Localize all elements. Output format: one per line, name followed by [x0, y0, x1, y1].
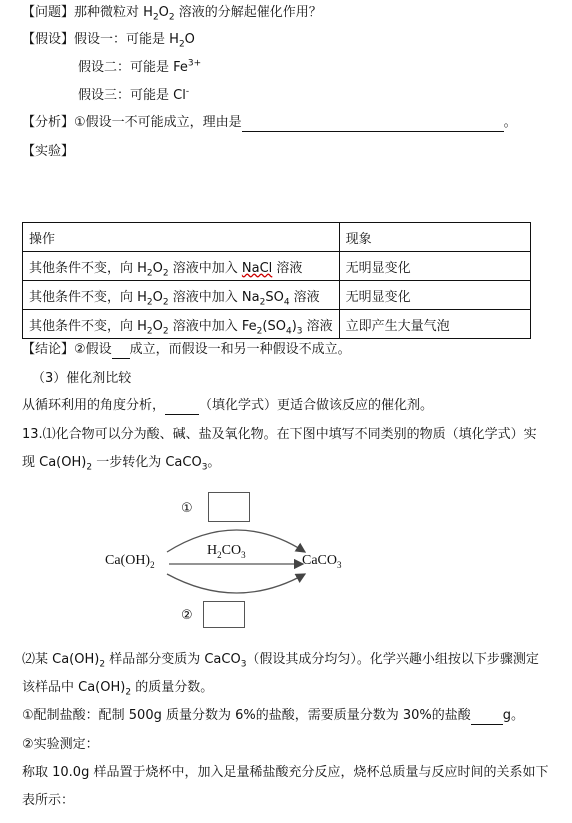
table-row: [23, 252, 531, 281]
table-header-cell: 现象: [339, 223, 530, 252]
reagent-label: $H_2CO_3$: [207, 543, 246, 560]
product-label: CaCO$_3$: [302, 553, 342, 570]
final-line-2: 表所示：: [22, 793, 75, 808]
section-3-title: （3）催化剂比较: [32, 371, 132, 386]
table-cell-operation: 其他条件不变，向 $H_2O_2$ 溶液中加入 $Na_2SO_4$ 溶液: [23, 281, 340, 310]
step-1-line: ①配制盐酸：配制 500g 质量分数为 6%的盐酸，需要质量分数为 30%的盐酸 g。: [22, 708, 525, 723]
q13-line-2: 现 $Ca(OH)_2$ 一步转化为 CaCO$_3$。: [22, 455, 221, 473]
answer-box-1[interactable]: [208, 492, 250, 522]
table-cell-operation: 其他条件不变，向 $H_2O_2$ 溶液中加入 $Fe_2(SO_4)_3$ 溶液: [23, 310, 340, 339]
reactant-label: $Ca(OH)_2$: [105, 553, 155, 570]
conclusion-line: 【结论】②假设 成立，而假设一和另一种假设不成立。: [22, 342, 351, 357]
table-header-row: [23, 223, 531, 252]
catalyst-answer-blank[interactable]: [165, 400, 199, 415]
hypothesis-2-line: 假设二：可能是 $Fe^{3+}$: [78, 58, 202, 75]
table-row: [23, 310, 531, 339]
analysis-answer-blank[interactable]: [242, 117, 504, 132]
hypothesis-3-line: 假设三：可能是 Cl-: [78, 86, 190, 103]
answer-box-2[interactable]: [203, 601, 245, 628]
table-header-cell: 操作: [23, 223, 340, 252]
step-2-title: ②实验测定：: [22, 737, 99, 752]
circle-2-marker: ②: [181, 608, 193, 623]
table-cell-operation: 其他条件不变，向 $H_2O_2$ 溶液中加入 NaCl 溶液: [23, 252, 340, 281]
question-line: 【问题】那种微粒对 $H_2O_2$ 溶液的分解起催化作用？: [22, 5, 322, 23]
hcl-mass-blank[interactable]: [471, 710, 503, 725]
q13-2-line-2: 该样品中 $Ca(OH)_2$ 的质量分数。: [22, 680, 214, 698]
experiment-label: 【实验】: [22, 144, 75, 159]
q13-line-1: 13.⑴化合物可以分为酸、碱、盐及氧化物。在下图中填写不同类别的物质（填化学式）实: [22, 427, 537, 442]
table-row: [23, 281, 531, 310]
hypothesis-1-line: 【假设】假设一：可能是 $H_2O$: [22, 32, 195, 50]
table-cell-result: 立即产生大量气泡: [339, 310, 530, 339]
conversion-diagram: [97, 488, 357, 628]
final-line-1: 称取 10.0g 样品置于烧杯中，加入足量稀盐酸充分反应，烧杯总质量与反应时间的关系如下: [22, 765, 549, 780]
circle-1-marker: ①: [181, 501, 193, 516]
experiment-table: [22, 222, 531, 339]
lower-arrow: [167, 574, 305, 593]
conclusion-answer-blank[interactable]: [112, 344, 130, 359]
q13-2-line-1: ⑵某 $Ca(OH)_2$ 样品部分变质为 CaCO$_3$（假设其成分均匀）。化学兴趣小组按以下步骤测定: [22, 652, 539, 670]
recycle-line: 从循环利用的角度分析， （填化学式）更适合做该反应的催化剂。: [22, 398, 434, 413]
table-cell-result: 无明显变化: [339, 252, 530, 281]
analysis-line: 【分析】①假设一不可能成立，理由是 。: [22, 115, 517, 130]
table-cell-result: 无明显变化: [339, 281, 530, 310]
